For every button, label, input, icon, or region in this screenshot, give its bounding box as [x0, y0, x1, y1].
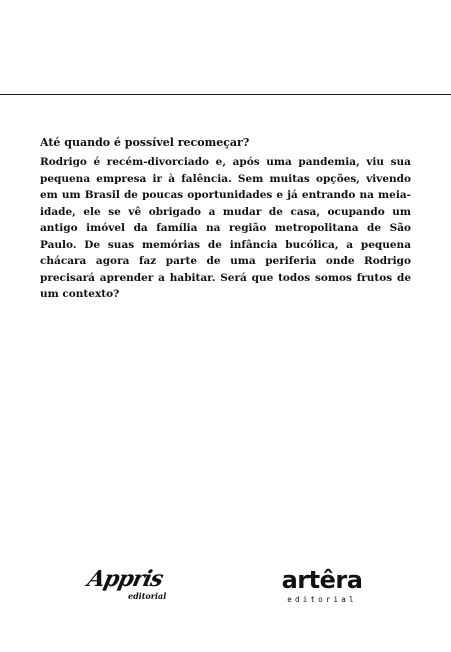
blurb-question: Até quando é possível recomeçar?	[40, 136, 250, 149]
appris-logo	[85, 566, 178, 610]
artera-logo	[277, 567, 367, 611]
appris-logo-wordmark: Appris	[85, 566, 165, 592]
appris-logo-subtitle: editorial	[128, 591, 167, 601]
artera-logo-wordmark: artêra	[281, 566, 363, 594]
top-divider	[0, 94, 451, 95]
back-cover-blurb	[40, 135, 411, 303]
artera-logo-subtitle: editorial	[287, 595, 357, 604]
blurb-body: Rodrigo é recém-divorciado e, após uma pandemia, viu sua pequena empresa ir à falência. Sem muitas opções, vivendo em um Brasil de poucas oportunidades e já entrando na meia-idade, ele se vê obrigado a mudar de casa, ocupando um antigo imóvel da família na região metropolitana de São Paulo. De suas memórias de infância bucólica, a pequena chácara agora faz parte de uma periferia onde Rodrigo precisará aprender a habitar. Será que todos somos frutos de um contexto?	[40, 156, 411, 300]
